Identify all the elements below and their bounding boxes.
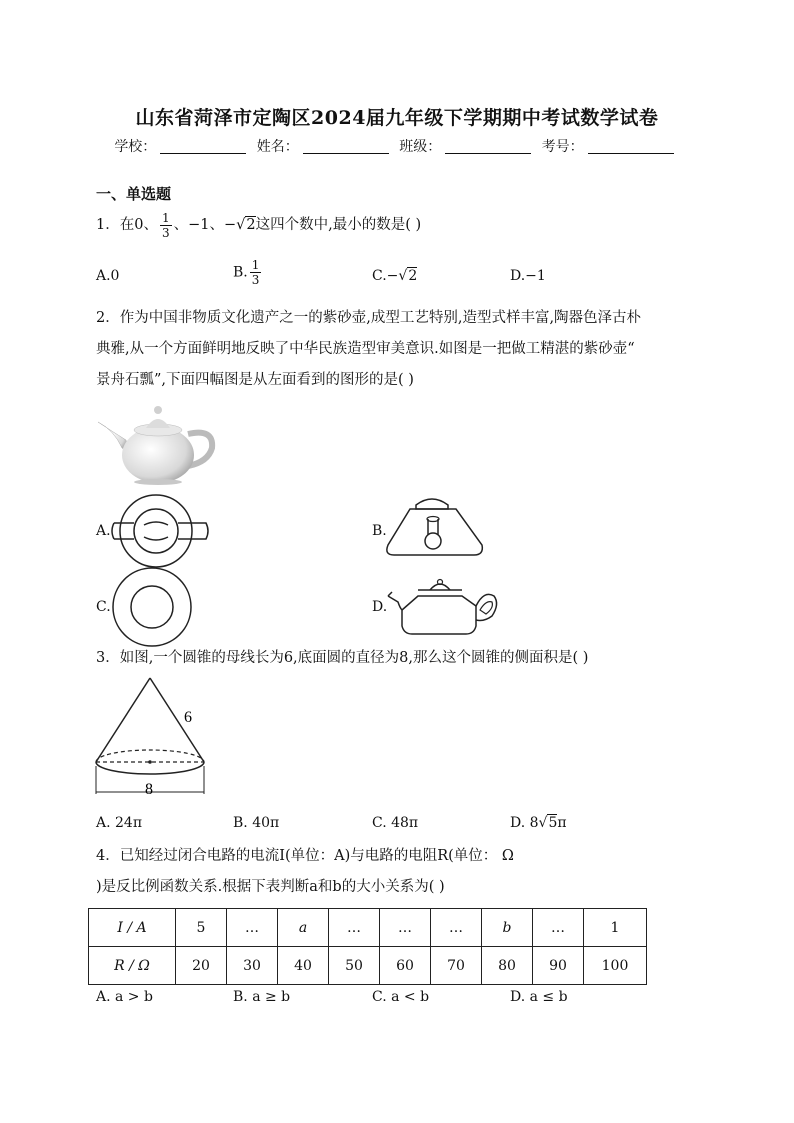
table-cell: 50 [329,947,380,985]
class-label: 班级： [399,139,442,155]
student-info-line [0,136,794,156]
q4-option-d[interactable]: D. a ≤ b [510,989,568,1005]
table-cell: 30 [227,947,278,985]
class-blank[interactable] [445,139,531,154]
current-resistance-table [88,908,647,985]
q2-line-3: 景舟石瓢”,下面四幅图是从左面看到的图形的是( ) [96,372,414,388]
table-cell: 100 [584,947,647,985]
table-cell: 60 [380,947,431,985]
q1-option-b-frac [250,258,262,287]
table-cell: … [431,909,482,947]
school-blank[interactable] [160,139,246,154]
q1-option-b-prefix: B. [233,264,248,281]
number-label: 考号： [541,139,584,155]
q4-line-1: 4．已知经过闭合电路的电流I(单位：A)与电路的电阻R(单位： Ω [96,848,514,864]
q3-option-d-suffix: π [557,815,567,831]
question-1: 1．在0、 $\frac{1}{3}$ 、−1、−√2这四个数中,最小的数是( ) [96,210,422,240]
school-label: 学校： [114,139,157,155]
q2-option-b[interactable]: B. [372,523,387,539]
q3-option-d-sqrt: 5 [548,815,558,831]
q2-option-a[interactable]: A. [96,523,111,539]
q1-option-d[interactable]: D.−1 [510,268,546,284]
q4-option-a[interactable]: A. a > b [96,989,153,1005]
table-cell: 1 [584,909,647,947]
q3-option-b[interactable]: B. 40π [233,815,280,831]
name-label: 姓名： [256,139,299,155]
q1-option-b-den: 3 [251,273,260,287]
q1-frac-den: 3 [161,225,170,240]
table-cell: b [482,909,533,947]
table-cell: 90 [533,947,584,985]
cone-figure [92,676,222,798]
table-cell: … [227,909,278,947]
q2-option-d-figure [388,576,500,636]
q2-option-a-figure [110,493,210,569]
name-blank[interactable] [303,139,389,154]
q1-option-c-sqrt: 2 [408,268,418,284]
table-cell: 40 [278,947,329,985]
q4-option-b[interactable]: B. a ≥ b [233,989,291,1005]
table-cell: 70 [431,947,482,985]
question-3: 3．如图,一个圆锥的母线长为6,底面圆的直径为8,那么这个圆锥的侧面积是( ) [96,650,589,666]
section-heading: 一、单选题 [96,185,172,203]
table-cell: 20 [176,947,227,985]
page-title: 山东省菏泽市定陶区2024届九年级下学期期中考试数学试卷 [135,107,659,129]
q2-option-c-figure [110,566,196,648]
table-cell: 5 [176,909,227,947]
q3-option-d-prefix: D. 8 [510,815,539,831]
q3-option-d[interactable]: D. 8√5π [510,815,567,831]
q1-fraction [160,211,172,240]
q2-line-2: 典雅,从一个方面鲜明地反映了中华民族造型审美意识.如图是一把做工精湛的紫砂壶“ [96,341,635,357]
q2-option-c[interactable]: C. [96,599,111,615]
q1-text-tail: 这四个数中,最小的数是( ) [255,217,422,233]
table-row-resistance [89,947,647,985]
q1-frac-num: 1 [161,210,170,225]
cone-diameter-label: 8 [145,781,153,798]
teapot-photo [96,400,216,485]
table-cell: R / Ω [89,947,176,985]
q1-text-start: 1．在0、 [96,217,158,233]
q1-sqrt: 2 [246,217,256,233]
number-blank[interactable] [588,139,674,154]
q2-option-d[interactable]: D. [372,599,388,615]
q1-option-c[interactable]: C.−√2 [372,268,418,284]
q3-option-a[interactable]: A. 24π [96,815,143,831]
table-cell: a [278,909,329,947]
q4-line-2: )是反比例函数关系.根据下表判断a和b的大小关系为( ) [96,879,445,895]
q2-option-b-figure [386,497,486,559]
q1-option-b[interactable] [233,258,263,287]
q1-option-c-prefix: C.− [372,268,399,284]
q2-line-1: 2．作为中国非物质文化遗产之一的紫砂壶,成型工艺特别,造型式样丰富,陶器色泽古朴 [96,310,642,326]
cone-slant-label: 6 [184,709,192,726]
table-cell: … [533,909,584,947]
q1-text-mid: 、−1、− [173,217,237,233]
q3-option-c[interactable]: C. 48π [372,815,419,831]
q1-option-a[interactable]: A.0 [96,268,120,284]
table-cell: … [329,909,380,947]
q1-option-b-num: 1 [251,258,260,272]
table-cell: … [380,909,431,947]
table-row-current [89,909,647,947]
q4-option-c[interactable]: C. a < b [372,989,430,1005]
table-cell: I / A [89,909,176,947]
table-cell: 80 [482,947,533,985]
